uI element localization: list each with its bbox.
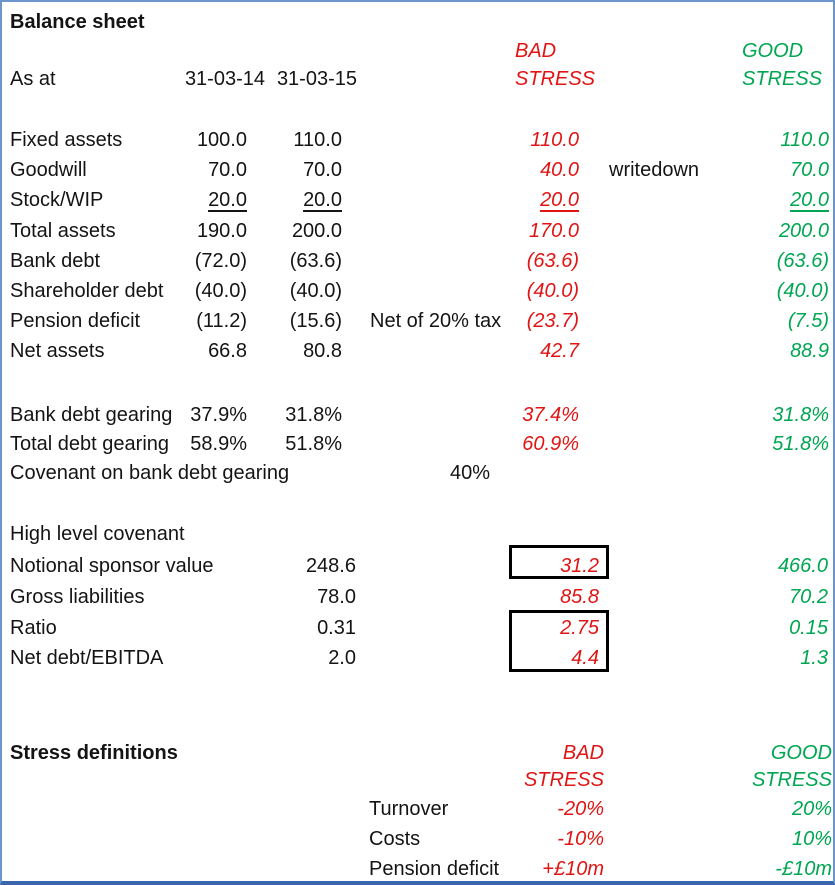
cell-2015[interactable]: 20.0 <box>303 189 342 211</box>
cell-2015[interactable]: 51.8% <box>285 433 342 455</box>
cell-label[interactable]: Ratio <box>10 617 57 639</box>
table-row <box>2 216 833 246</box>
cell-label[interactable]: Bank debt <box>10 250 101 272</box>
cell-bad-stress[interactable]: 42.7 <box>540 340 579 362</box>
cell-2014[interactable]: 190.0 <box>196 220 247 242</box>
stress-definitions-heading-row <box>2 738 833 768</box>
cell-label[interactable]: Pension deficit <box>10 310 141 332</box>
cell-bad-stress[interactable]: 37.4% <box>522 404 579 426</box>
cell-note[interactable]: writedown <box>609 159 700 181</box>
cell-good-stress[interactable]: 200.0 <box>778 220 829 242</box>
date-2015-header[interactable]: 31-03-15 <box>276 68 357 90</box>
table-row <box>2 155 833 185</box>
table-row <box>2 643 833 673</box>
cell-bad-stress[interactable]: (63.6) <box>526 250 579 272</box>
cell-good-stress[interactable]: -£10m <box>775 858 832 880</box>
cell-2015[interactable]: 78.0 <box>317 586 356 608</box>
stress-bad-header-line1[interactable]: BAD <box>562 742 604 764</box>
stress-good-header-line1[interactable]: GOOD <box>770 742 832 764</box>
cell-label[interactable]: Fixed assets <box>10 129 123 151</box>
cell-2015[interactable]: 0.31 <box>317 617 356 639</box>
cell-good-stress[interactable]: 466.0 <box>777 555 828 577</box>
table-row <box>2 582 833 612</box>
cell-2014[interactable]: 66.8 <box>208 340 247 362</box>
as-at-label[interactable]: As at <box>10 68 56 90</box>
table-row <box>2 794 833 824</box>
cell-2015[interactable]: (15.6) <box>289 310 342 332</box>
cell-good-stress[interactable]: (7.5) <box>787 310 829 332</box>
stress-header-row-1 <box>2 36 833 66</box>
cell-bad-stress[interactable]: -10% <box>557 828 604 850</box>
cell-2014[interactable]: (72.0) <box>194 250 247 272</box>
stress-header-row-2 <box>2 64 833 94</box>
cell-label[interactable]: Net debt/EBITDA <box>10 647 164 669</box>
table-row <box>2 306 833 336</box>
cell-bad-stress[interactable]: 40.0 <box>540 159 579 181</box>
cell-2015[interactable]: 248.6 <box>305 555 356 577</box>
good-stress-header-line1[interactable]: GOOD <box>742 40 804 62</box>
bad-stress-header-line2[interactable]: STRESS <box>515 68 596 90</box>
cell-good-stress[interactable]: 0.15 <box>789 617 828 639</box>
cell-bad-stress[interactable]: +£10m <box>542 858 604 880</box>
cell-label[interactable]: Net assets <box>10 340 105 362</box>
table-row <box>2 613 833 643</box>
cell-good-stress[interactable]: 31.8% <box>772 404 829 426</box>
high-level-heading-row <box>2 519 833 549</box>
cell-good-stress[interactable]: (63.6) <box>776 250 829 272</box>
table-row <box>2 824 833 854</box>
cell-label[interactable]: Bank debt gearing <box>10 404 173 426</box>
cell-label[interactable]: Goodwill <box>10 159 87 181</box>
cell-note[interactable]: Net of 20% tax <box>370 310 502 332</box>
cell-label[interactable]: Shareholder debt <box>10 280 164 302</box>
cell-2014[interactable]: (40.0) <box>194 280 247 302</box>
cell-good-stress[interactable]: 110.0 <box>780 129 829 151</box>
cell-2014[interactable]: 70.0 <box>208 159 247 181</box>
cell-label[interactable]: Costs <box>369 828 421 850</box>
table-row <box>2 185 833 215</box>
cell-2015[interactable]: 2.0 <box>328 647 356 669</box>
cell-2015[interactable]: 200.0 <box>291 220 342 242</box>
cell-good-stress[interactable]: 70.2 <box>789 586 828 608</box>
cell-bad-stress[interactable]: 20.0 <box>540 189 579 211</box>
table-row <box>2 400 833 430</box>
stress-definitions-subheading-row <box>2 765 833 795</box>
cell-bad-stress[interactable]: 4.4 <box>571 647 599 669</box>
table-row <box>2 429 833 459</box>
cell-bad-stress[interactable]: (23.7) <box>526 310 579 332</box>
cell-label[interactable]: Stock/WIP <box>10 189 104 211</box>
cell-bad-stress[interactable]: 85.8 <box>560 586 599 608</box>
cell-bad-stress[interactable]: 110.0 <box>530 129 579 151</box>
cell-2015[interactable]: (40.0) <box>289 280 342 302</box>
cell-2014[interactable]: 58.9% <box>190 433 247 455</box>
cell-label[interactable]: Notional sponsor value <box>10 555 214 577</box>
good-stress-header-line2[interactable]: STRESS <box>742 68 823 90</box>
cell-2014[interactable]: (11.2) <box>196 310 247 332</box>
cell-label[interactable]: Turnover <box>369 798 449 820</box>
cell-label[interactable]: Pension deficit <box>369 858 500 880</box>
cell-2014[interactable]: 20.0 <box>208 189 247 211</box>
table-row <box>2 125 833 155</box>
covenant-label[interactable]: Covenant on bank debt gearing <box>10 462 290 484</box>
cell-label[interactable]: Total debt gearing <box>10 433 170 455</box>
cell-2015[interactable]: (63.6) <box>289 250 342 272</box>
table-row <box>2 336 833 366</box>
stress-definitions-heading[interactable]: Stress definitions <box>10 742 178 764</box>
covenant-row <box>2 458 833 488</box>
stress-bad-header-line2[interactable]: STRESS <box>523 769 604 791</box>
stress-good-header-line2[interactable]: STRESS <box>751 769 832 791</box>
cell-2015[interactable]: 110.0 <box>293 129 342 151</box>
page-title: Balance sheet <box>10 11 145 33</box>
cell-bad-stress[interactable]: 60.9% <box>522 433 579 455</box>
cell-good-stress[interactable]: 20.0 <box>790 189 829 211</box>
table-row <box>2 276 833 306</box>
high-level-heading[interactable]: High level covenant <box>10 523 185 545</box>
cell-2014[interactable]: 37.9% <box>190 404 247 426</box>
cell-good-stress[interactable]: (40.0) <box>776 280 829 302</box>
table-row <box>2 854 833 884</box>
title-row <box>2 7 833 37</box>
table-row <box>2 246 833 276</box>
cell-good-stress[interactable]: 10% <box>791 828 832 850</box>
cell-bad-stress[interactable]: 2.75 <box>560 617 599 639</box>
cell-bad-stress[interactable]: (40.0) <box>526 280 579 302</box>
date-2014-header[interactable]: 31-03-14 <box>184 68 265 90</box>
cell-2014[interactable]: 100.0 <box>196 129 247 151</box>
cell-good-stress[interactable]: 51.8% <box>772 433 829 455</box>
cell-2015[interactable]: 80.8 <box>303 340 342 362</box>
covenant-value[interactable]: 40% <box>449 462 490 484</box>
cell-good-stress[interactable]: 1.3 <box>800 647 828 669</box>
cell-bad-stress[interactable]: 31.2 <box>560 555 599 577</box>
table-row <box>2 551 833 581</box>
cell-2015[interactable]: 31.8% <box>285 404 342 426</box>
cell-good-stress[interactable]: 20% <box>791 798 832 820</box>
cell-label[interactable]: Total assets <box>10 220 116 242</box>
bad-stress-header-line1[interactable]: BAD <box>515 40 557 62</box>
cell-bad-stress[interactable]: -20% <box>557 798 604 820</box>
cell-label[interactable]: Gross liabilities <box>10 586 145 608</box>
cell-2015[interactable]: 70.0 <box>303 159 342 181</box>
cell-good-stress[interactable]: 70.0 <box>790 159 829 181</box>
cell-good-stress[interactable]: 88.9 <box>790 340 829 362</box>
cell-bad-stress[interactable]: 170.0 <box>528 220 579 242</box>
